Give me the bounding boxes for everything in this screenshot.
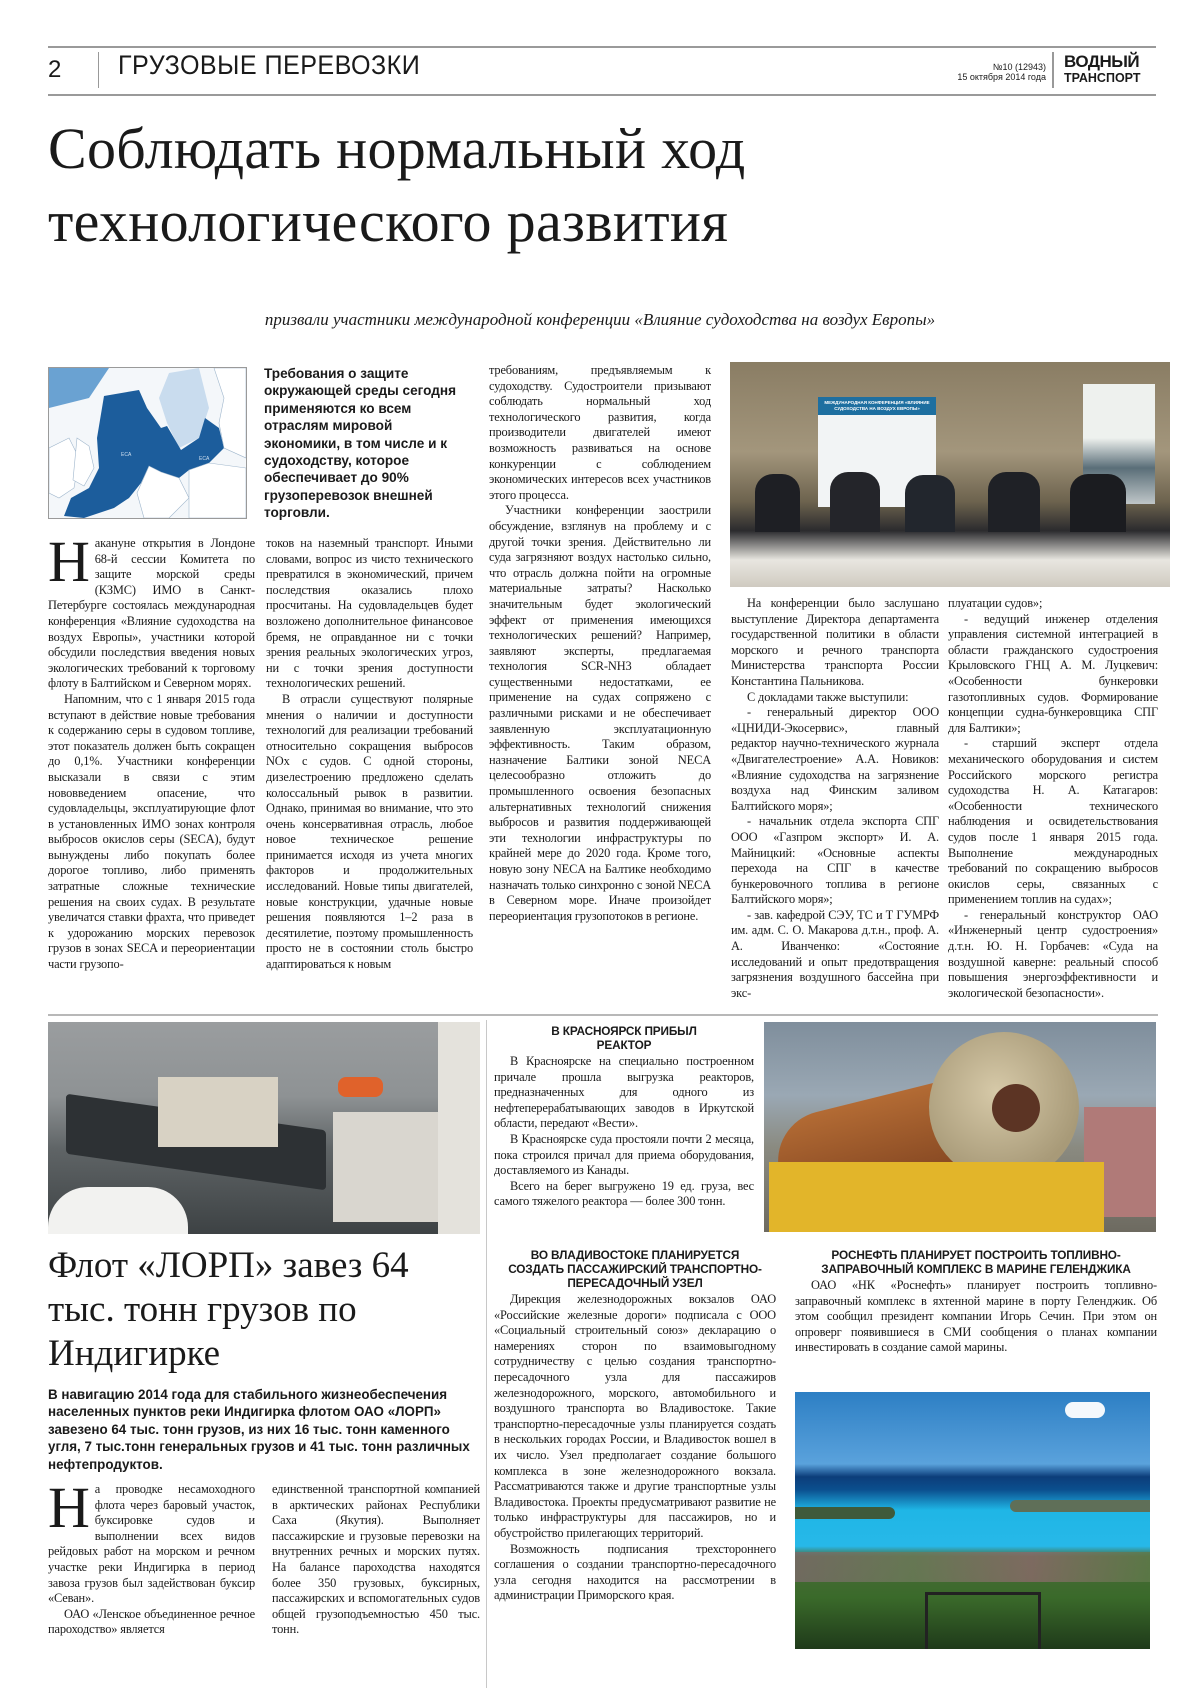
paragraph: ОАО «Ленское объединенное речное пароходство» является: [48, 1606, 255, 1637]
issue-number: №10 (12943): [992, 62, 1046, 72]
brief-rosneft-title: РОСНЕФТЬ ПЛАНИРУЕТ ПОСТРОИТЬ ТОПЛИВНО-ЗАПРАВОЧНЫЙ КОМПЛЕКС В МАРИНЕ ГЕЛЕНДЖИКА: [821, 1248, 1131, 1276]
map-graphic: [49, 368, 246, 518]
person: [830, 472, 880, 532]
paragraph-text: акануне открытия в Лондоне 68-й сессии Комитета по защите морской среды (КЗМС) ИМО в Санкт-Петербурге состоялась международная конференция «Влияние судоходства на воздух Европы», участники которой обсудили последствия введения новых экологических требований к торговому флоту в Балтийском и Северном морях.: [48, 536, 255, 691]
paragraph: На конференции было заслушано выступление Директора департамента государственной политики в области морского и речного транспорта Министерства транспорта России Константина Пальникова.: [731, 596, 939, 688]
article-column-3: [489, 363, 711, 924]
reactor-flange: [992, 1084, 1040, 1132]
drop-cap: Н: [48, 1475, 90, 1540]
paragraph: В отрасли существуют полярные мнения о наличии и доступности технологий для реализации требований относительно сокращения выбросов NOx с судов. С одной стороны, дизелестроению предложено сделать колоссальный рывок в развитии. Однако, принимая во внимание, что это очень консервативная отрасль, любое новое техническое решение принимается исходя из учета многих факторов и продолжительных исследований. Новые типы двигателей, новые конструкции, удачные новые решения появляются 1–2 раза в десятилетие, поэтому промышленность просто не в состоянии столь быстро адаптироваться к новым: [266, 691, 473, 972]
lorp-headline: Флот «ЛОРП» завез 64 тыс. тонн грузов по Индигирке: [48, 1245, 409, 1374]
header-divider-logo: [1052, 52, 1054, 88]
header-bottom-rule: [48, 94, 1156, 96]
map-label-eca-north: ECA: [121, 452, 132, 458]
ship-side: [333, 1112, 443, 1222]
cable-car-station: [925, 1592, 1041, 1649]
tugboat-sevan-photo: [48, 1022, 480, 1234]
brief-vladivostok: [494, 1248, 776, 1604]
person: [988, 472, 1040, 532]
map-label-eca-baltic: ECA: [199, 456, 210, 462]
header-top-rule: [48, 46, 1156, 48]
paragraph: Всего на берег выгружено 19 ед. груза, вес самого тяжелого реактора — более 300 тонн.: [494, 1178, 754, 1209]
article-lead: Требования о защите окружающей среды сегодня применяются ко всем отраслям мировой экономики, в том числе и к судоходству, которое обеспечивает до 90% грузоперевозок внешней торговли.: [264, 366, 457, 521]
issue-info: [957, 62, 1046, 82]
newspaper-logo: [1064, 54, 1140, 86]
lorp-lead: В навигацию 2014 года для стабильного жизнеобеспечения населенных пунктов реки Индигирка флотом ОАО «ЛОРП» завезено 64 тыс. тонн грузов, из них 16 тыс. тонн каменного угля, 7 тыс.тонн генеральных грузов и 41 тыс. тонн различных нефтепродуктов.: [48, 1387, 470, 1472]
paragraph: требованиям, предъявляемым к судоходству. Судостроители призывают соблюдать нормальный ход технологического развития, когда производители двигателей имеют возможность развиваться на основе конкуренции с соблюдением экономических интересов всех участников этого процесса.: [489, 363, 711, 502]
paragraph: Возможность подписания трехстороннего соглашения о создании транспортно-пересадочного узла сегодня находится на рассмотрении в администрации Приморского края.: [494, 1541, 776, 1603]
article-headline: [48, 112, 1168, 258]
drop-cap: Н: [48, 529, 90, 594]
paragraph: В Красноярске на специально построенном причале прошла выгрузка реакторов, предназначенных для одного из нефтеперерабатывающих заводов в Иркутской области, передают «Вести».: [494, 1054, 754, 1131]
paragraph-text: а проводке несамоходного флота через баровый участок, буксировке судов и выполнении всех видов рейдовых работ на морском и речном участке реки Индигирка в период завоза грузов был задействован буксир «Севан».: [48, 1482, 255, 1606]
ship-wall: [438, 1022, 480, 1234]
paragraph: - генеральный конструктор ОАО «Инженерный центр судостроения» д.т.н. Ю. Н. Горбачев: «Суда на воздушной каверне: реальный способ повышения энергоэффективности и экологической безопасности».: [948, 907, 1158, 1000]
paragraph: - генеральный директор ООО «ЦНИДИ-Экосервис», главный редактор научно-технического журнала «Двигателестроение» А.А. Новиков: «Влияние судоходства на загрязнение воздуха над Финским заливом Балтийского моря»;: [731, 705, 939, 813]
issue-date: 15 октября 2014 года: [957, 72, 1046, 82]
eca-map-image: [48, 367, 247, 519]
logo-line2: ТРАНСПОРТ: [1064, 71, 1141, 85]
lorp-column-1: [48, 1475, 255, 1638]
article-column-1: [48, 529, 255, 973]
lifeboat: [338, 1077, 383, 1097]
paragraph: единственной транспортной компанией в арктических районах Республики Саха (Якутия). Выполняет пассажирские и грузовые перевозки на внутренних речных и морских путях. На балансе пароходства находятся более 350 грузовых, буксирных, пассажирских и вспомогательных судов общей грузоподъемностью 450 тыс. тонн.: [272, 1482, 480, 1637]
paragraph: Напомним, что с 1 января 2015 года вступают в действие новые требования к содержанию серы в судовом топливе, этот показатель должен быть сокращен до 0,1%. Участники конференции высказали в связи с этим нововведением опасение, что судовладельцы, эксплуатирующие флот в установленных ИМО зонах контроля выбросов окислов серы (SECA), будут вынуждены либо покупать более дорогое топливо, либо применять затратные сложные технические решения на своих судах. В результате увеличатся ставки фрахта, что приведет к удорожанию морских перевозок грузов в зонах SECA и переориентации части грузопо-: [48, 691, 255, 972]
article-subtitle: призвали участники международной конференции «Влияние судоходства на воздух Европы»: [264, 310, 936, 329]
right-cape: [1010, 1500, 1150, 1512]
brief-reactor-title: В КРАСНОЯРСК ПРИБЫЛ РЕАКТОР: [551, 1024, 697, 1052]
paragraph: токов на наземный транспорт. Иными словами, вопрос из чисто технического превратился в экономический, причем последствия оказались плохо просчитаны. На судовладельцев будет возложено дополнительное финансовое бремя, не оправданное ни с точки зрения реальных экологических угроз, ни с точки зрения доступности технологических решений.: [266, 536, 473, 691]
lorp-column-2: [272, 1482, 480, 1638]
cloud: [1065, 1402, 1105, 1418]
paragraph: - старший эксперт отдела механического оборудования и систем Российского морского регистра судоходства Н. А. Катагаров: «Особенности технического наблюдения и освидетельствования судов после 1 января 2015 года. Выполнение международных требований по сокращению выбросов окислов серы, связанных с применением топлив на судах»;: [948, 736, 1158, 907]
paragraph: В Красноярске суда простояли почти 2 месяца, пока строился причал для приема оборудования, доставляемого из Канады.: [494, 1131, 754, 1178]
reactor-photo: [764, 1022, 1156, 1232]
paragraph: Участники конференции заострили обсуждение, взглянув на проблему и с другой точки зрения. Действительно ли суда загрязняют воздух настолько сильно, что отрасль должна пойти на огромные материальные затраты? Насколько значительным будет экологический эффект от применения имеющихся технологических решений? Например, заявляют эксперты, предлагаемая технология SCR-NH3 обладает существенными недостатками, ее применение на судах сопряжено с различными рисками и не обеспечивает заявленную эксплуатационную эффективность. Таким образом, назначение Балтики зоной NECA целесообразно отложить до промышленного освоения безопасных альтернативных технологий снижения выбросов и развития поддерживающей эти технологии инфраструктуры по крайней мере до 2020 года. Кроме того, новую зону NECA на Балтике необходимо назначать только синхронно с зоной NECA в Северном море. Иначе произойдет переориентация грузопотоков в регионе.: [489, 503, 711, 923]
town: [795, 1552, 1150, 1582]
paragraph: [48, 1475, 255, 1607]
person: [1070, 474, 1126, 532]
paragraph: - зав. кафедрой СЭУ, ТС и Т ГУМРФ им. адм. С. О. Макарова д.т.н., проф. А. А. Иванченко: «Состояние исследований и опыт предотвращения загрязнения воздушного бассейна при экс-: [731, 907, 939, 1000]
section-divider: [48, 1014, 1158, 1016]
header-divider: [98, 52, 99, 88]
paragraph: - ведущий инженер отделения управления системной интеграцией в области гражданского судостроения Крыловского ГНЦ А. М. Луцкевич: «Особенности бункеровки газотопливных судов. Формирование концепции судна-бункеровщика СПГ для Балтики»;: [948, 611, 1158, 735]
left-cape: [795, 1507, 895, 1519]
tugboat-cabin: [158, 1077, 278, 1147]
logo-line1: ВОДНЫЙ: [1064, 52, 1140, 71]
paragraph: плуатации судов»;: [948, 596, 1043, 610]
headline-line2: технологического развития: [48, 189, 729, 254]
article-column-4: [731, 596, 939, 1001]
article-column-2: [266, 536, 473, 973]
paragraph: - начальник отдела экспорта СПГ ООО «Газпром экспорт» И. А. Майницкий: «Основные аспекты перехода на СПГ в качестве бункеровочного топлива в регионе Балтийского моря»;: [731, 814, 939, 907]
paragraph: [48, 529, 255, 692]
column-divider: [486, 1020, 487, 1688]
yellow-cradle: [769, 1162, 1104, 1232]
brief-vladivostok-title: ВО ВЛАДИВОСТОКЕ ПЛАНИРУЕТСЯ СОЗДАТЬ ПАССАЖИРСКИЙ ТРАНСПОРТНО-ПЕРЕСАДОЧНЫЙ УЗЕЛ: [508, 1248, 762, 1290]
brief-rosneft: [795, 1248, 1157, 1356]
conference-photo: [730, 362, 1170, 587]
panel-people: [730, 472, 1170, 532]
person: [755, 474, 800, 532]
paragraph: ОАО «НК «Роснефть» планирует построить топливно-заправочный комплекс в яхтенной марине в порту Геленджик. Об этом сообщил президент компании Игорь Сечин. При этом он опроверг появившиеся в СМИ сообщения о планах компании инвестировать в создание самой марины.: [795, 1278, 1157, 1355]
brief-reactor: [494, 1024, 754, 1210]
page-number: 2: [48, 56, 62, 83]
banner-title: МЕЖДУНАРОДНАЯ КОНФЕРЕНЦИЯ «ВЛИЯНИЕ СУДОХОДСТВА НА ВОЗДУХ ЕВРОПЫ»: [818, 397, 936, 415]
paragraph: С докладами также выступили:: [747, 689, 909, 704]
headline-line1: Соблюдать нормальный ход: [48, 116, 746, 181]
person: [905, 475, 955, 532]
article-column-5: [948, 596, 1158, 1001]
boat-foreground: [48, 1187, 188, 1234]
section-title: ГРУЗОВЫЕ ПЕРЕВОЗКИ: [118, 50, 421, 80]
gelendzhik-bay-photo: [795, 1392, 1150, 1649]
paragraph: Дирекция железнодорожных вокзалов ОАО «Российские железные дороги» подписала с ООО «Социальный строительный союз» декларацию о намерениях сторон по взаимовыгодному сотрудничеству с целью создания транспортно-пересадочного узла для пассажиров железнодорожного, морского, автомобильного и воздушного транспорта во Владивостоке. Такие транспортно-пересадочные узлы планируется создать в нескольких городах России, и Владивосток вошел в их число. Узел предполагает создание большого комплекса в зоне железнодорожного вокзала. Рассматриваются также и другие транспортные узлы Владивостока. Проекты предусматривают развитие не только инфраструктуры для пассажиров, но и обустройство прилегающих территорий.: [494, 1292, 776, 1540]
